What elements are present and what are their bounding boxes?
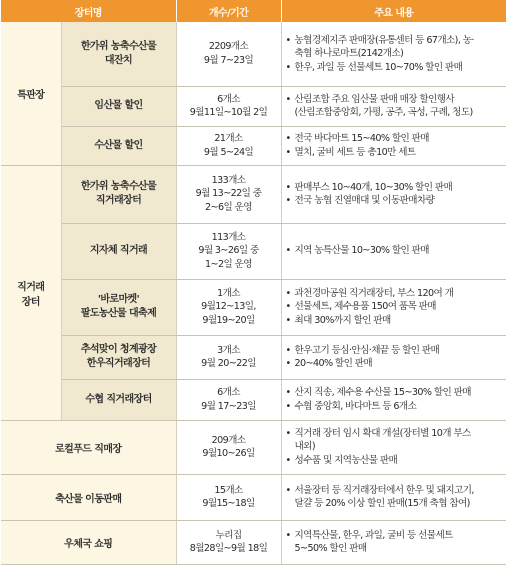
bullet-icon: • <box>285 400 291 412</box>
bullet-icon: • <box>285 181 291 193</box>
bullet-icon: • <box>285 245 291 257</box>
market-name: 수협 직거래장터 <box>61 379 176 420</box>
table-row <box>1 335 506 379</box>
bullet-icon: • <box>285 133 291 144</box>
bullet-icon: • <box>285 34 291 46</box>
category-direct-market: 직거래 장터 <box>1 165 61 420</box>
market-content: • 한우고기 등심·안심·채끝 등 할인 판매 • 20~40% 할인 판매 <box>281 335 506 379</box>
market-count: 1개소 9월12~13일, 9월19~20일 <box>176 279 281 335</box>
market-name: 수산물 할인 <box>61 126 176 165</box>
table-row <box>1 22 506 86</box>
table-row <box>1 279 506 335</box>
header-row <box>1 0 506 22</box>
table-row <box>1 520 506 564</box>
bullet-icon: • <box>285 484 291 496</box>
market-count: 누리집 8월28일~9월 18일 <box>176 520 281 564</box>
market-name: 지자체 직거래 <box>61 223 176 279</box>
market-count: 6개소 9월11일~10월 2일 <box>176 86 281 126</box>
bullet-icon: • <box>285 93 291 105</box>
market-content: • 농협경제지주 판매장(유통센터 등 67개소), 농· 축협 하나로마트(2142개소) • 한우, 과일 등 선물세트 10~70% 할인 판매 <box>281 22 506 86</box>
market-content: • 지역특산물, 한우, 과일, 굴비 등 선물세트 5~50% 할인 판매 <box>281 520 506 564</box>
market-content: • 과천경마공원 직거래장터, 부스 120여 개 • 선물세트, 제수용품 150여 품목 판매 • 최대 30%까지 할인 판매 <box>281 279 506 335</box>
table-row <box>1 223 506 279</box>
bullet-icon: • <box>285 146 291 158</box>
market-name: 축산물 이동판매 <box>1 474 176 520</box>
bullet-icon: • <box>285 301 291 313</box>
bullet-icon: • <box>285 529 291 541</box>
header-market: 장터명 <box>1 0 176 22</box>
market-name: 추석맞이 청계광장 한우직거래장터 <box>61 335 176 379</box>
market-count: 113개소 9월 3~26일 중 1~2일 운영 <box>176 223 281 279</box>
market-content: • 전국 바다마트 15~40% 할인 판매 • 멸치, 굴비 세트 등 총10만 세트 <box>281 126 506 165</box>
market-content: • 서울장터 등 직거래장터에서 한우 및 돼지고기, 달걀 등 20% 이상 할인 판매(15개 축협 참여) <box>281 474 506 520</box>
market-count: 6개소 9월 17~23일 <box>176 379 281 420</box>
market-content: • 지역 농특산물 10~30% 할인 판매 <box>281 223 506 279</box>
market-content: • 직거래 장터 임시 확대 개설(장터별 10개 부스 내외) • 성수품 및 지역농산물 판매 <box>281 420 506 474</box>
bullet-icon: • <box>285 358 291 369</box>
market-name: 우체국 쇼핑 <box>1 520 176 564</box>
bullet-icon: • <box>285 314 291 326</box>
table-row <box>1 474 506 520</box>
header-content: 주요 내용 <box>281 0 506 22</box>
market-count: 209개소 9월10~26일 <box>176 420 281 474</box>
table-row <box>1 379 506 420</box>
bullet-icon: • <box>285 195 291 206</box>
market-table <box>1 0 506 565</box>
table-row <box>1 165 506 223</box>
header-count: 개수/기간 <box>176 0 281 22</box>
market-count: 2209개소 9월 7~23일 <box>176 22 281 86</box>
bullet-icon: • <box>285 344 291 356</box>
category-special-sale: 특판장 <box>1 22 61 165</box>
market-content: • 판매부스 10~40개, 10~30% 할인 판매 • 전국 농협 진열매대 및 이동판매차량 <box>281 165 506 223</box>
market-count: 21개소 9월 5~24일 <box>176 126 281 165</box>
market-name: 한가위 농축수산물 대잔치 <box>61 22 176 86</box>
market-name: 임산물 할인 <box>61 86 176 126</box>
bullet-icon: • <box>285 427 291 439</box>
bullet-icon: • <box>285 387 291 398</box>
table-row <box>1 86 506 126</box>
table-row <box>1 420 506 474</box>
market-count: 3개소 9월 20~22일 <box>176 335 281 379</box>
market-name: 로컬푸드 직매장 <box>1 420 176 474</box>
market-name: '바로마켓' 팔도농산물 대축제 <box>61 279 176 335</box>
market-count: 133개소 9월 13~22일 중 2~6일 운영 <box>176 165 281 223</box>
market-content: • 산림조합 주요 임산물 판매 매장 할인행사 (산림조합중앙회, 가평, 공주, 곡성, 구례, 청도) <box>281 86 506 126</box>
bullet-icon: • <box>285 287 291 299</box>
table-row <box>1 126 506 165</box>
market-content: • 산지 직송, 제수용 수산물 15~30% 할인 판매 • 수협 중앙회, 바다마트 등 6개소 <box>281 379 506 420</box>
bullet-icon: • <box>285 61 291 73</box>
market-name: 한가위 농축수산물 직거래장터 <box>61 165 176 223</box>
market-count: 15개소 9월15~18일 <box>176 474 281 520</box>
bullet-icon: • <box>285 454 291 466</box>
